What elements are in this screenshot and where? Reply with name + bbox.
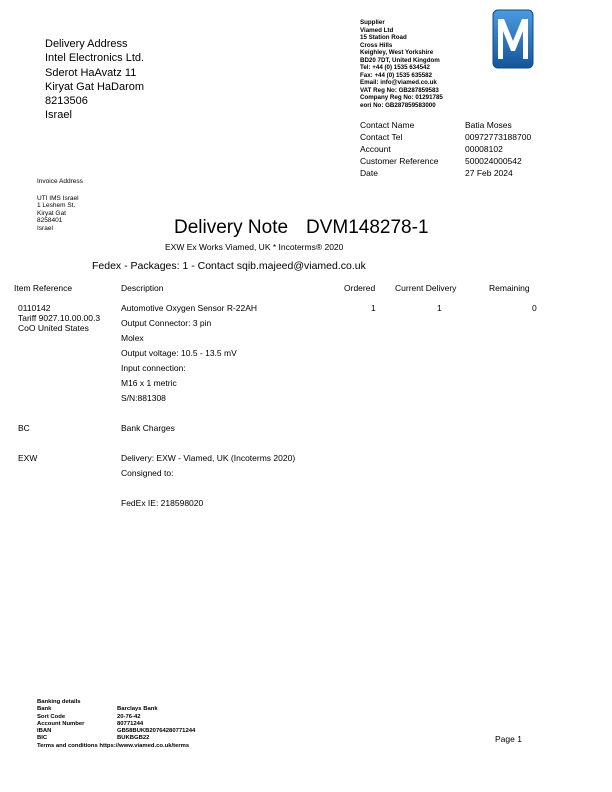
contact-label: Date	[360, 168, 378, 178]
item-description-line: S/N:881308	[121, 393, 166, 403]
delivery-address-line: Sderot HaAvatz 11	[45, 66, 137, 79]
banking-label: Account Number	[37, 720, 85, 727]
item-description-line: M16 x 1 metric	[121, 378, 177, 388]
column-ordered: Ordered	[344, 283, 376, 293]
banking-value: 20-76-42	[117, 713, 141, 720]
invoice-address-line: 1 Leshem St.	[37, 202, 76, 210]
contact-row	[360, 131, 531, 143]
contact-value: 500024000542	[465, 156, 522, 166]
contact-table	[360, 119, 531, 179]
item-ordered: 1	[371, 303, 376, 313]
column-remaining: Remaining	[489, 283, 530, 293]
contact-row	[360, 143, 531, 155]
invoice-address-heading: Invoice Address	[37, 178, 83, 185]
supplier-line: Keighley, West Yorkshire	[360, 49, 434, 57]
contact-value: Batia Moses	[465, 120, 512, 130]
contact-row	[360, 119, 531, 131]
supplier-block	[360, 19, 443, 110]
supplier-line: Company Reg No: 01291785	[360, 94, 443, 102]
item-description-line: Molex	[121, 333, 144, 343]
banking-row	[37, 714, 195, 721]
column-item-reference: Item Reference	[14, 283, 73, 293]
item-description-line: Output Connector: 3 pin	[121, 318, 212, 328]
column-current-delivery: Current Delivery	[395, 283, 457, 293]
supplier-line: eori No: GB287859583000	[360, 102, 436, 110]
supplier-line: Tel: +44 (0) 1535 634542	[360, 64, 430, 72]
contact-label: Contact Name	[360, 120, 415, 130]
supplier-line: Viamed Ltd	[360, 26, 394, 34]
banking-value: Barclays Bank	[117, 706, 158, 713]
supplier-line: VAT Reg No: GB287859583	[360, 86, 439, 94]
item-reference-line: 0110142	[18, 303, 51, 313]
banking-value: BUKBGB22	[117, 735, 150, 742]
column-description: Description	[121, 283, 164, 293]
page-number: Page 1	[495, 734, 522, 744]
supplier-line: BD20 7DT, United Kingdom	[360, 56, 440, 64]
delivery-address-line: 8213506	[45, 95, 88, 108]
banking-heading: Banking details	[37, 699, 81, 705]
item-description-line: Output voltage: 10.5 - 13.5 mV	[121, 348, 237, 358]
shipping-line: Fedex - Packages: 1 - Contact sqib.majeed@viamed.co.uk	[92, 260, 366, 272]
banking-label: BIC	[37, 735, 48, 742]
item-description-line	[121, 481, 295, 496]
item-reference-line: Tariff 9027.10.00.00.3	[18, 313, 101, 323]
banking-row	[37, 728, 195, 735]
document-title-label: Delivery Note	[174, 217, 289, 238]
banking-label: Bank	[37, 706, 52, 713]
invoice-address-line: Kiryat Gat	[37, 209, 66, 217]
item-description: Bank Charges	[121, 423, 175, 433]
item-description-line: FedEx IE: 218598020	[121, 498, 204, 508]
contact-label: Customer Reference	[360, 156, 439, 166]
contact-value: 00972773188700	[465, 132, 532, 142]
delivery-address-line: Kiryat Gat HaDarom	[45, 80, 145, 93]
item-reference: EXW	[18, 453, 38, 463]
banking-value: 80771244	[117, 720, 144, 727]
item-current-delivery: 1	[437, 303, 442, 313]
contact-label: Contact Tel	[360, 132, 403, 142]
viamed-logo-icon	[492, 9, 534, 69]
item-reference	[18, 303, 100, 333]
delivery-address	[45, 37, 144, 123]
document-number: DVM148278-1	[306, 217, 429, 238]
item-description	[121, 301, 257, 406]
invoice-address	[37, 178, 83, 233]
incoterms-text: EXW Ex Works Viamed, UK * Incoterms® 2020	[165, 242, 344, 252]
item-description	[121, 451, 295, 511]
item-description-line: Consigned to:	[121, 468, 174, 478]
contact-value: 27 Feb 2024	[465, 168, 513, 178]
delivery-address-line: Israel	[45, 109, 72, 122]
banking-details	[37, 699, 195, 750]
item-description-line: Delivery: EXW - Viamed, UK (Incoterms 2020)	[121, 453, 296, 463]
banking-value: GB58BUKB20764280771244	[117, 728, 196, 735]
banking-row	[37, 706, 195, 713]
contact-value: 00008102	[465, 144, 503, 154]
item-reference: BC	[18, 423, 30, 433]
invoice-address-line: 8258401	[37, 217, 63, 225]
banking-row	[37, 735, 195, 742]
item-remaining: 0	[532, 303, 537, 313]
supplier-line: 15 Station Road	[360, 34, 407, 42]
contact-row	[360, 167, 531, 179]
item-description-line: Input connection:	[121, 363, 186, 373]
supplier-line: Email: info@viamed.co.uk	[360, 79, 437, 87]
terms-link[interactable]: Terms and conditions https://www.viamed.co.uk/terms	[37, 742, 190, 749]
banking-label: Sort Code	[37, 713, 66, 720]
item-reference-line: CoO United States	[18, 323, 89, 333]
invoice-address-line: Israel	[37, 224, 53, 232]
contact-label: Account	[360, 144, 391, 154]
supplier-line: Fax: +44 (0) 1535 635582	[360, 71, 433, 79]
delivery-address-line: Intel Electronics Ltd.	[45, 52, 145, 65]
supplier-line: Cross Hills	[360, 41, 393, 49]
contact-row	[360, 155, 531, 167]
supplier-line: Supplier	[360, 19, 385, 26]
item-description-line: Automotive Oxygen Sensor R-22AH	[121, 303, 258, 313]
invoice-address-line: UTI IMS Israel	[37, 194, 79, 202]
delivery-address-heading: Delivery Address	[45, 38, 128, 50]
banking-row	[37, 721, 195, 728]
banking-label: IBAN	[37, 728, 52, 735]
